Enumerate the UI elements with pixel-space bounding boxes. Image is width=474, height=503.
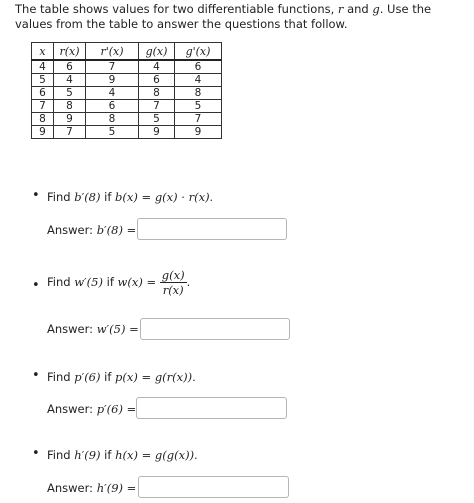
table-cell: 9 <box>175 126 222 139</box>
bullet-icon: • <box>32 446 40 461</box>
question-target: w′(5) <box>74 275 103 289</box>
answer-label-1 <box>47 223 136 237</box>
table-cell: 7 <box>32 100 54 113</box>
question-2 <box>47 268 190 297</box>
header-x: x <box>32 43 54 61</box>
answer-input-1[interactable] <box>137 218 287 240</box>
table-cell: 9 <box>139 126 175 139</box>
fraction-numerator: g(x) <box>161 268 185 282</box>
table-cell: 4 <box>86 87 139 100</box>
question-text: Find <box>47 370 75 384</box>
question-target: p′(6) <box>74 370 101 384</box>
answer-input-4[interactable] <box>138 476 289 498</box>
table-row <box>32 74 222 87</box>
table-row <box>32 126 222 139</box>
question-text: Find <box>47 448 75 462</box>
question-4 <box>47 448 198 462</box>
table-cell: 7 <box>86 60 139 74</box>
answer-input-2[interactable] <box>140 318 290 340</box>
answer-label-text: Answer: <box>47 481 97 495</box>
answer-label-3 <box>47 402 136 416</box>
question-text: if <box>100 448 116 462</box>
question-definition: h(x) = g(g(x)). <box>115 448 198 462</box>
table-row <box>32 100 222 113</box>
answer-label-text: Answer: <box>47 322 97 336</box>
table-cell: 4 <box>175 74 222 87</box>
question-3 <box>47 370 196 384</box>
question-text: if <box>102 275 118 289</box>
question-text: Find <box>47 190 75 204</box>
question-text: Find <box>47 275 75 289</box>
table-cell: 6 <box>32 87 54 100</box>
question-target: h′(9) <box>74 448 101 462</box>
header-g: g(x) <box>139 43 175 61</box>
question-text: if <box>100 370 116 384</box>
answer-math: h′(9) = <box>96 481 137 495</box>
table-cell: 5 <box>32 74 54 87</box>
bullet-icon: • <box>32 368 40 383</box>
table-cell: 8 <box>86 113 139 126</box>
instructions-part: and <box>343 2 373 16</box>
answer-input-3[interactable] <box>136 397 287 419</box>
table-cell: 4 <box>32 60 54 74</box>
table-cell: 6 <box>86 100 139 113</box>
question-text: if <box>100 190 116 204</box>
answer-label-4 <box>47 481 136 495</box>
answer-label-text: Answer: <box>47 223 97 237</box>
question-1 <box>47 190 213 204</box>
table-cell: 5 <box>139 113 175 126</box>
header-r-prime: r'(x) <box>86 43 139 61</box>
question-definition: w(x) = <box>117 275 157 289</box>
function-g: g <box>372 2 380 16</box>
answer-math: b′(8) = <box>96 223 137 237</box>
question-text: . <box>186 275 191 289</box>
table-cell: 4 <box>139 60 175 74</box>
table-cell: 9 <box>86 74 139 87</box>
answer-label-text: Answer: <box>47 402 97 416</box>
table-cell: 8 <box>32 113 54 126</box>
instructions-part: The table shows values for two differentiable functions, <box>15 2 338 16</box>
table-row <box>32 87 222 100</box>
question-target: b′(8) <box>74 190 101 204</box>
header-r: r(x) <box>54 43 86 61</box>
answer-math: p′(6) = <box>96 402 137 416</box>
fraction-denominator: r(x) <box>162 283 184 297</box>
table-cell: 8 <box>54 100 86 113</box>
bullet-icon: • <box>32 278 40 293</box>
question-definition: b(x) = g(x) · r(x). <box>115 190 214 204</box>
table-row <box>32 60 222 74</box>
answer-math: w′(5) = <box>96 322 139 336</box>
table-cell: 5 <box>175 100 222 113</box>
table-cell: 6 <box>54 60 86 74</box>
table-cell: 6 <box>175 60 222 74</box>
answer-label-2 <box>47 322 139 336</box>
header-g-prime: g'(x) <box>175 43 222 61</box>
table-cell: 5 <box>54 87 86 100</box>
table-cell: 7 <box>54 126 86 139</box>
table-cell: 6 <box>139 74 175 87</box>
table-cell: 5 <box>86 126 139 139</box>
values-table <box>31 42 222 139</box>
table-cell: 9 <box>54 113 86 126</box>
table-header-row <box>32 43 222 61</box>
table-cell: 8 <box>175 87 222 100</box>
fraction <box>160 268 187 297</box>
bullet-icon: • <box>32 188 40 203</box>
table-cell: 9 <box>32 126 54 139</box>
table-row <box>32 113 222 126</box>
question-definition: p(x) = g(r(x)). <box>115 370 196 384</box>
table-cell: 4 <box>54 74 86 87</box>
instructions-part: . Use the values from the table to answer the questions that follow. <box>15 2 432 31</box>
table-cell: 8 <box>139 87 175 100</box>
table-cell: 7 <box>175 113 222 126</box>
instructions-text <box>15 2 465 32</box>
table-cell: 7 <box>139 100 175 113</box>
function-r: r <box>337 2 344 16</box>
